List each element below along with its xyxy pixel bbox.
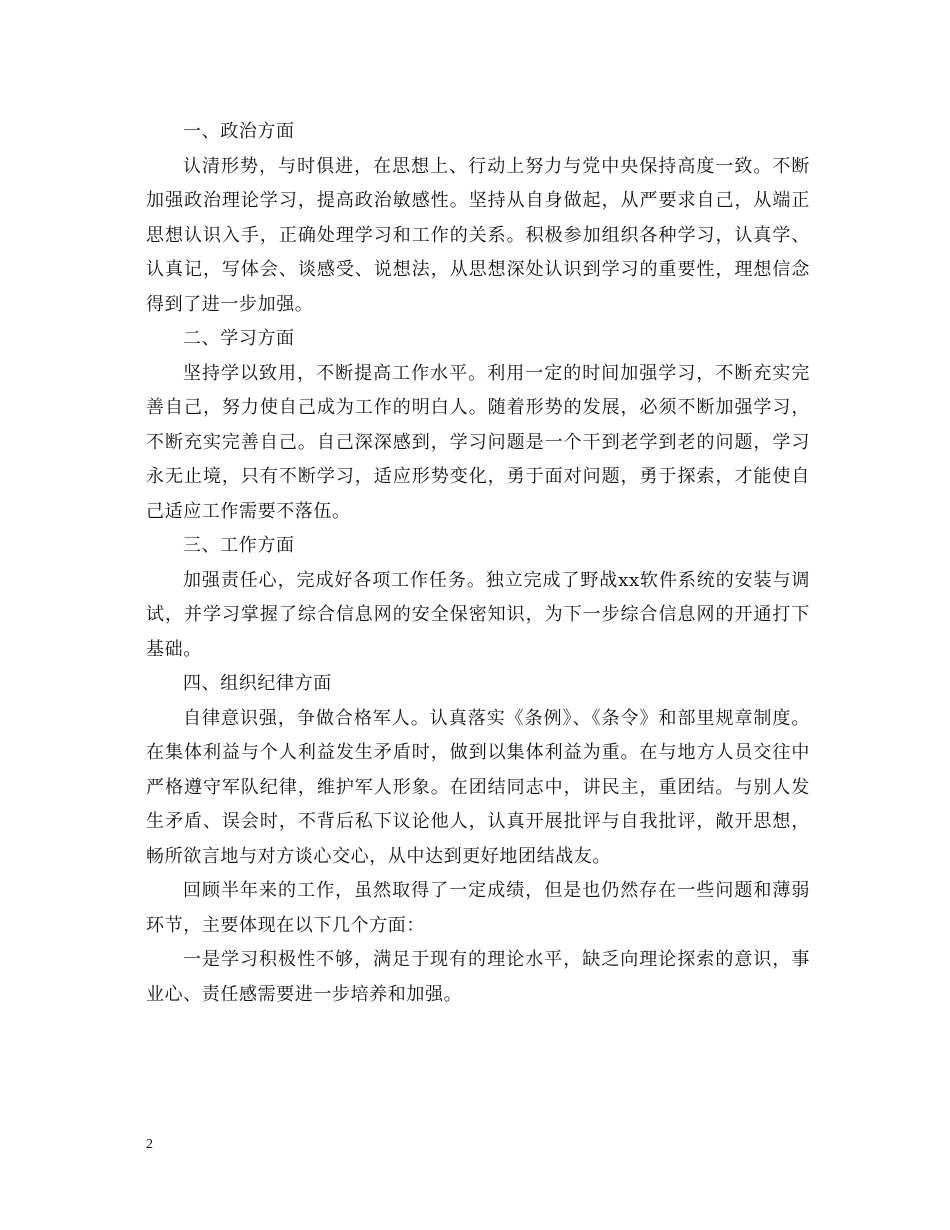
paragraph-discipline: 自律意识强，争做合格军人。认真落实《条例》、《条令》和部里规章制度。在集体利益与个人利益发生矛盾时，做到以集体利益为重。在与地方人员交往中严格遵守军队纪律，维护军人形象。在团结同志中，讲民主，重团结。与别人发生矛盾、误会时，不背后私下议论他人，认真开展批评与自我批评，敞开思想，畅所欲言地与对方谈心交心，从中达到更好地团结战友。 — [146, 707, 810, 867]
paragraph-work: 加强责任心，完成好各项工作任务。独立完成了野战xx软件系统的安装与调试，并学习掌握了综合信息网的安全保密知识，为下一步综合信息网的开通打下基础。 — [146, 569, 810, 660]
paragraph-study: 坚持学以致用，不断提高工作水平。利用一定的时间加强学习，不断充实完善自己，努力使自己成为工作的明白人。随着形势的发展，必须不断加强学习，不断充实完善自己。自己深深感到，学习问题是一个干到老学到老的问题，学习永无止境，只有不断学习，适应形势变化，勇于面对问题，勇于探索，才能使自己适应工作需要不落伍。 — [146, 362, 810, 522]
section-heading-study: 二、学习方面 — [183, 328, 295, 349]
paragraph-issue-one: 一是学习积极性不够，满足于现有的理论水平，缺乏向理论探索的意识，事业心、责任感需要进一步培养和加强。 — [146, 949, 810, 1005]
page-number: 2 — [146, 1137, 153, 1152]
section-heading-politics: 一、政治方面 — [183, 121, 295, 142]
document-body — [146, 115, 810, 1012]
paragraph-politics: 认清形势，与时俱进，在思想上、行动上努力与党中央保持高度一致。不断加强政治理论学习，提高政治敏感性。坚持从自身做起，从严要求自己，从端正思想认识入手，正确处理学习和工作的关系。积极参加组织各种学习，认真学、认真记，写体会、谈感受、说想法，从思想深处认识到学习的重要性，理想信念得到了进一步加强。 — [146, 155, 810, 315]
section-heading-work: 三、工作方面 — [183, 535, 295, 556]
paragraph-review: 回顾半年来的工作，虽然取得了一定成绩，但是也仍然存在一些问题和薄弱环节，主要体现在以下几个方面： — [146, 880, 810, 936]
section-heading-discipline: 四、组织纪律方面 — [183, 673, 332, 694]
